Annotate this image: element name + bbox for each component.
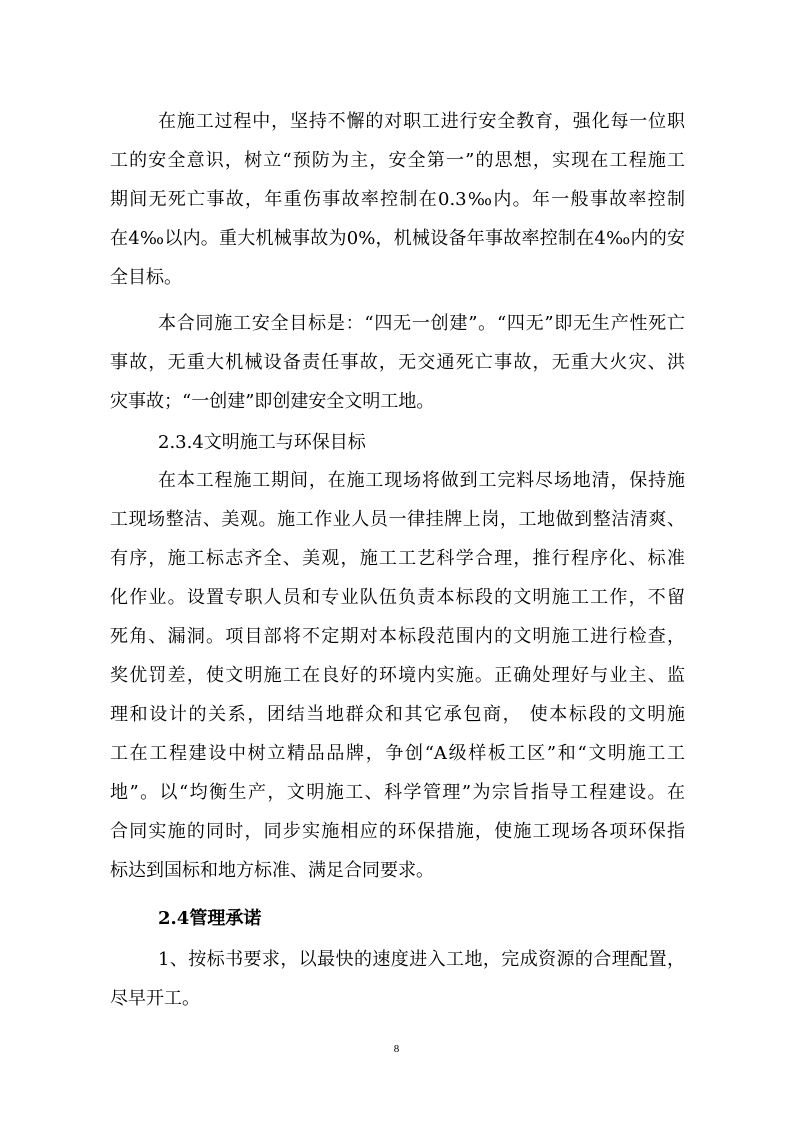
paragraph-line: 在施工过程中，坚持不懈的对职工进行安全教育，强化每一位职 — [158, 111, 685, 132]
section-heading: 2.4管理承诺 — [158, 908, 262, 929]
paragraph-line: 事故，无重大机械设备责任事故，无交通死亡事故，无重大火灾、洪 — [110, 352, 685, 373]
paragraph-line: 尽早开工。 — [110, 988, 200, 1009]
section-heading: 2.3.4文明施工与环保目标 — [158, 432, 366, 453]
paragraph-line: 奖优罚差，使文明施工在良好的环境内实施。正确处理好与业主、监 — [110, 665, 685, 686]
paragraph-line: 期间无死亡事故，年重伤事故率控制在0.3‰内。年一般事故率控制 — [110, 189, 685, 210]
paragraph-line: 合同实施的同时，同步实施相应的环保措施，使施工现场各项环保指 — [110, 821, 685, 842]
paragraph-line: 化作业。设置专职人员和专业队伍负责本标段的文明施工工作，不留 — [110, 587, 685, 608]
paragraph-line: 有序，施工标志齐全、美观，施工工艺科学合理，推行程序化、标准 — [110, 548, 685, 569]
paragraph-line: 全目标。 — [110, 267, 182, 288]
page-number: 8 — [393, 1043, 400, 1055]
paragraph-line: 在4‰以内。重大机械事故为0%，机械设备年事故率控制在4‰内的安 — [110, 228, 685, 249]
paragraph-line: 灾事故；“一创建”即创建安全文明工地。 — [110, 391, 435, 412]
paragraph-line: 工现场整洁、美观。施工作业人员一律挂牌上岗，工地做到整洁清爽、 — [110, 509, 685, 530]
paragraph-line: 标达到国标和地方标准、满足合同要求。 — [110, 860, 434, 881]
paragraph-line: 在本工程施工期间，在施工现场将做到工完料尽场地清，保持施 — [158, 470, 685, 491]
paragraph-line: 地”。以“均衡生产，文明施工、科学管理”为宗旨指导工程建设。在 — [110, 782, 685, 803]
paragraph-line: 本合同施工安全目标是：“四无一创建”。“四无”即无生产性死亡 — [158, 313, 685, 334]
paragraph-line: 1、按标书要求，以最快的速度进入工地，完成资源的合理配置， — [158, 949, 685, 970]
paragraph-line: 工的安全意识，树立“预防为主，安全第一”的思想，实现在工程施工 — [110, 150, 685, 171]
paragraph-line: 理和设计的关系，团结当地群众和其它承包商， 使本标段的文明施 — [110, 704, 685, 725]
paragraph-line: 死角、漏洞。项目部将不定期对本标段范围内的文明施工进行检查， — [110, 626, 685, 647]
paragraph-line: 工在工程建设中树立精品品牌，争创“A级样板工区”和“文明施工工 — [110, 743, 685, 764]
